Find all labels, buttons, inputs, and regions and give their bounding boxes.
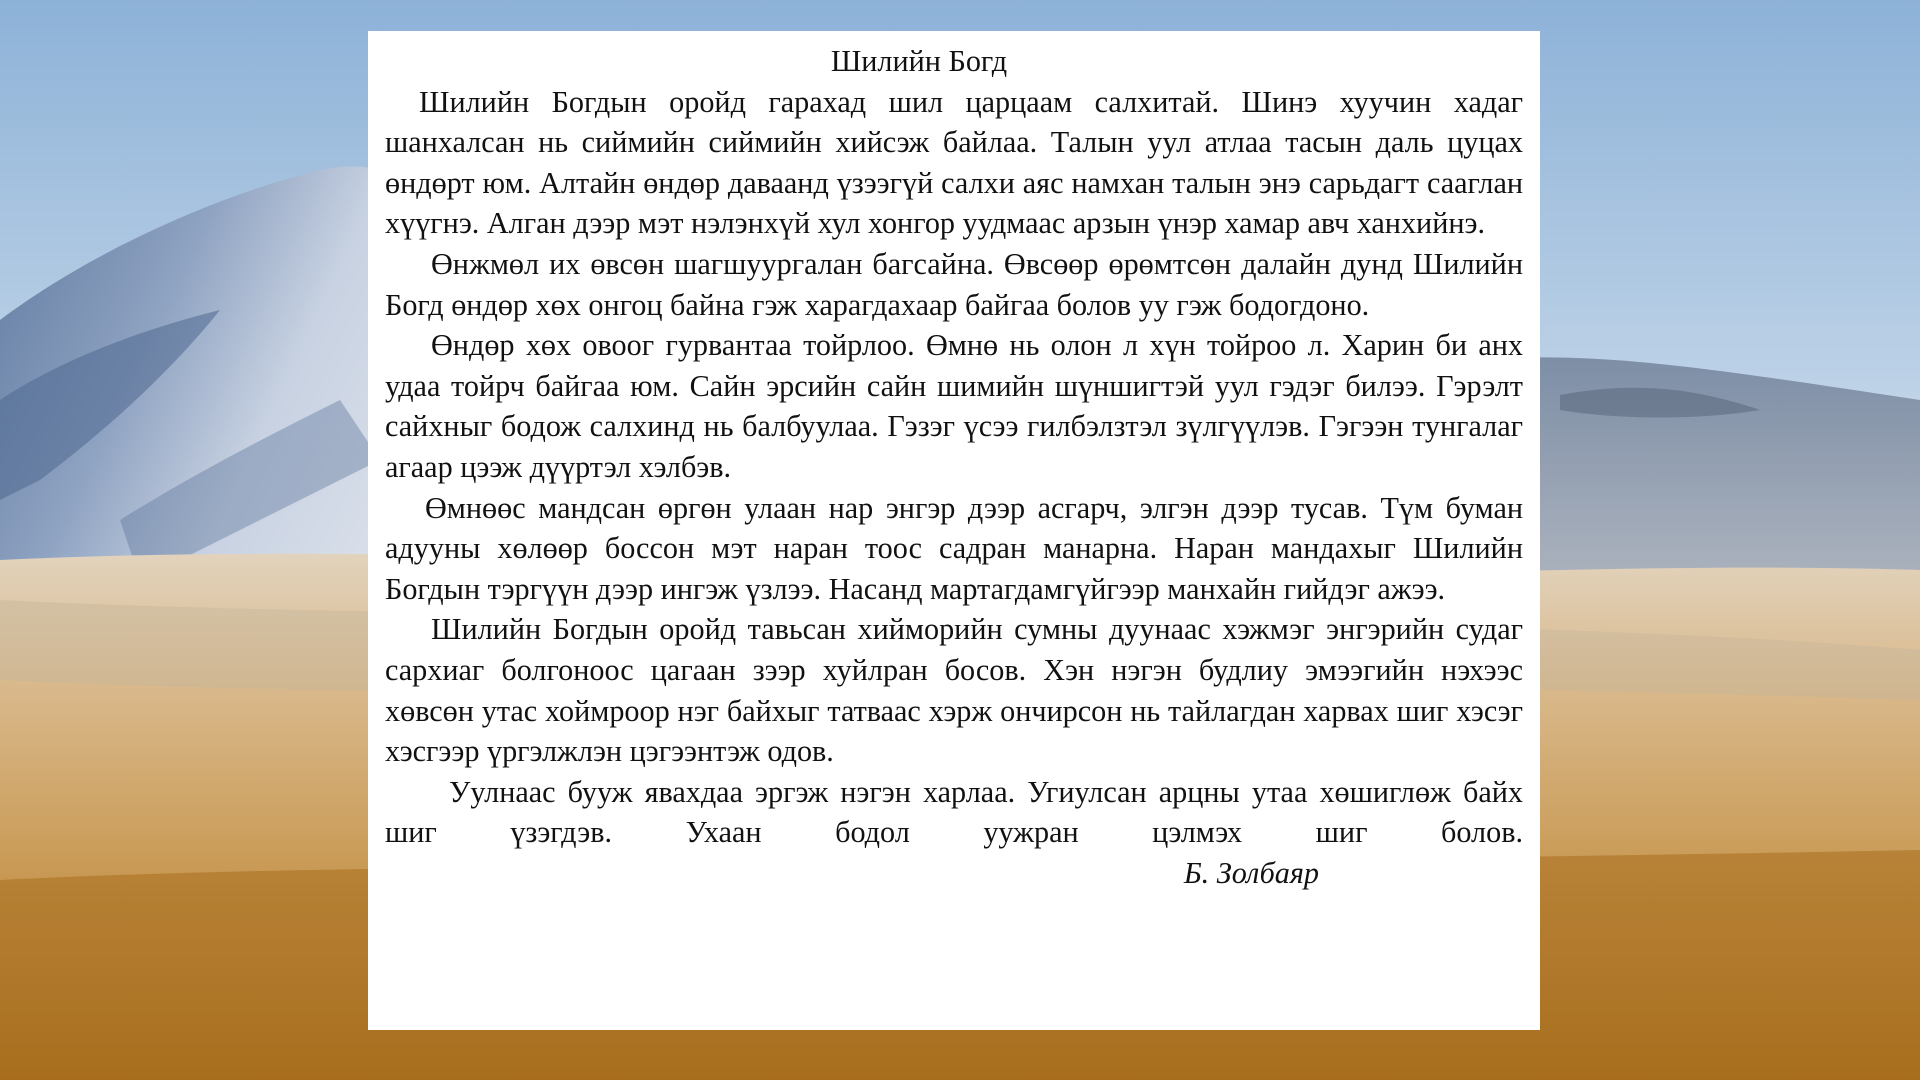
paragraph-2: Өнжмөл их өвсөн шагшуургалан багсайна. Өвсөөр өрөмтсөн далайн дунд Шилийн Богд өндөр хөх онгоц байна гэж харагдахаар байгаа болов уу гэж бодогдоно. [385, 246, 1523, 322]
paragraph-6: Уулнаас бууж явахдаа эргэж нэгэн харлаа. Угиулсан арцны утаа хөшиглөж байх шиг үзэгдэв. Ухаан бодол уужран цэлмэх шиг болов. [385, 774, 1523, 850]
text-document [368, 31, 1540, 1030]
paragraph-3: Өндөр хөх овоог гурвантаа тойрлоо. Өмнө нь олон л хүн тойроо л. Харин би анх удаа тойрч байгаа юм. Сайн эрсийн сайн шимийн шүншигтэй уул гэдэг билээ. Гэрэлт сайхныг бодож салхинд нь балбуулаа. Гэзэг үсээ гилбэлзтэл зүлгүүлэв. Гэгээн тунгалаг агаар цээж дүүртэл хэлбэв. [385, 328, 1523, 484]
paragraph-5: Шилийн Богдын оройд тавьсан хийморийн сумны дуунаас хэжмэг энгэрийн судаг сархиаг болгоноос цагаан зээр хуйлран босов. Хэн нэгэн будлиу эмээгийн нэхээс хөвсөн утас хоймроор нэг байхыг татваас хэрж ончирсон нь тайлагдан харвах шиг хэсэг хэсгээр үргэлжлэн цэгээнтэж одов. [385, 612, 1523, 769]
document-title: Шилийн Богд [830, 44, 1008, 78]
paragraph-4: Өмнөөс мандсан өргөн улаан нар энгэр дээр асгарч, элгэн дээр тусав. Түм буман адууны хөлөөр боссон мэт наран тоос садран манарна. Наран мандахыг Шилийн Богдын тэргүүн дээр ингэж үзлээ. Насанд мартагдамгүйгээр манхайн гийдэг ажээ. [385, 490, 1523, 606]
paragraph-1: Шилийн Богдын оройд гарахад шил царцаам салхитай. Шинэ хуучин хадаг шанхалсан нь сиймийн сиймийн хийсэж байлаа. Талын уул атлаа тасын даль цуцах өндөрт юм. Алтайн өндөр даваанд үзээгүй салхи аяс намхан талын энэ сарьдагт саaглан хүүгнэ. Алган дээр мэт нэлэнхүй хул хонгор уудмаас арзын үнэр хамар авч ханхийнэ. [385, 84, 1523, 241]
author-signature: Б. Золбаяр [1183, 855, 1319, 890]
